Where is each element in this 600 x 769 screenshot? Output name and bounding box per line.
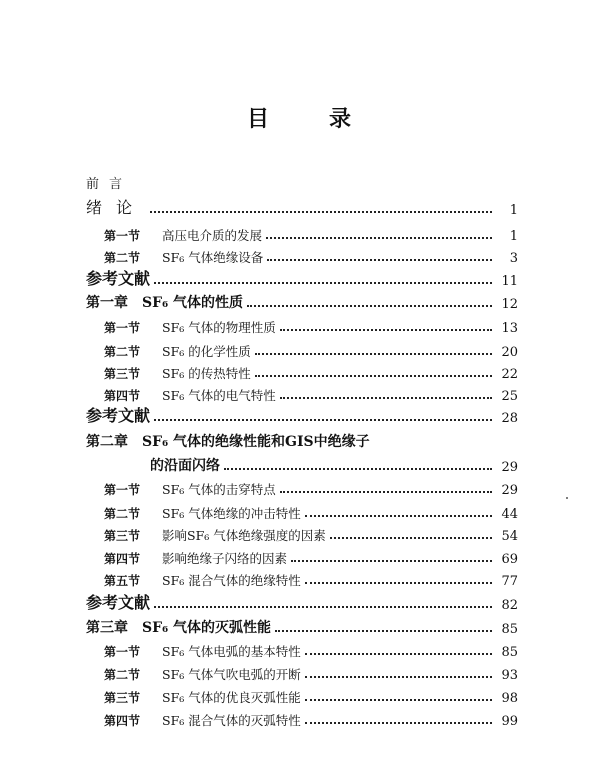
- section-title: SF₆ 的传热特性: [162, 366, 251, 381]
- section-title: SF₆ 气体的电气特性: [162, 388, 276, 403]
- toc-entry: [86, 522, 518, 544]
- dot-leader: [330, 537, 492, 539]
- toc-entry: [86, 684, 518, 706]
- toc-entry: [86, 567, 518, 589]
- section-title: SF₆ 气体电弧的基本特性: [162, 644, 301, 659]
- toc-section-label: [86, 711, 301, 729]
- section-number: 第三节: [104, 367, 141, 381]
- dot-leader: [280, 491, 492, 493]
- dot-leader: [255, 353, 492, 355]
- page-number: 54: [501, 529, 518, 544]
- section-number: 第三节: [104, 691, 141, 705]
- toc-section-label: [86, 248, 263, 266]
- toc-section-label: [86, 688, 301, 706]
- section-number: 第二节: [104, 345, 141, 359]
- dot-leader: [267, 259, 492, 261]
- dot-leader: [275, 630, 492, 632]
- margin-speck: [566, 497, 568, 499]
- dot-leader: [305, 653, 492, 655]
- toc-entry: [86, 615, 518, 637]
- toc-section-label: [86, 364, 251, 382]
- page-number: 22: [501, 367, 518, 382]
- page-number: 20: [501, 345, 518, 360]
- section-title: SF₆ 气体的优良灭弧性能: [162, 690, 301, 705]
- dot-leader: [305, 722, 492, 724]
- page-number: 12: [501, 297, 518, 312]
- toc-entry: [86, 591, 518, 613]
- toc-section-label: [86, 342, 251, 360]
- section-title: 影响绝缘子闪络的因素: [162, 551, 288, 566]
- toc-entry: [86, 707, 518, 729]
- page-number: 44: [501, 507, 518, 522]
- page-number: 25: [501, 389, 518, 404]
- section-title: 影响SF₆ 气体绝缘强度的因素: [162, 528, 326, 543]
- toc-section-label: [86, 549, 287, 567]
- toc-entry: [86, 222, 518, 244]
- dot-leader: [154, 282, 492, 284]
- section-number: 第三节: [104, 529, 141, 543]
- page-number: 29: [501, 483, 518, 498]
- toc-entry: [86, 244, 518, 266]
- toc-entry: [86, 338, 518, 360]
- toc-section-label: [86, 504, 301, 522]
- toc-entry: [86, 661, 518, 683]
- page-number: 29: [501, 460, 518, 475]
- toc-section-label: [86, 642, 301, 660]
- toc-entry: [86, 360, 518, 382]
- page-number: 98: [501, 691, 518, 706]
- dot-leader: [247, 305, 492, 307]
- section-title: SF₆ 气体的击穿特点: [162, 482, 276, 497]
- page-number: 3: [509, 251, 518, 266]
- dot-leader: [154, 606, 492, 608]
- toc-entry: [86, 314, 518, 336]
- page-title: [0, 102, 600, 133]
- section-number: 第一节: [104, 229, 141, 243]
- chapter-title: 第一章 SF₆ 气体的性质: [86, 295, 244, 311]
- toc-entry: [86, 290, 518, 312]
- references-label: 参考文献: [86, 593, 151, 612]
- section-number: 第一节: [104, 321, 141, 335]
- dot-leader: [305, 699, 492, 701]
- dot-leader: [266, 237, 492, 239]
- page-number: 11: [501, 274, 518, 289]
- page-number: 69: [501, 552, 518, 567]
- toc-section-label: [86, 526, 326, 544]
- dot-leader: [280, 397, 492, 399]
- section-number: 第四节: [104, 389, 141, 403]
- section-number: 第四节: [104, 552, 141, 566]
- section-number: 第一节: [104, 483, 141, 497]
- chapter-title: 第二章 SF₆ 气体的绝缘性能和GIS中绝缘子: [86, 434, 370, 450]
- chapter-title-continued: 的沿面闪络: [150, 458, 220, 474]
- page-number: 77: [501, 574, 518, 589]
- page-number: 1: [509, 229, 518, 244]
- section-number: 第一节: [104, 645, 141, 659]
- toc-section-label: [86, 226, 262, 244]
- toc-section-label: [86, 480, 276, 498]
- toc-entry: [86, 404, 518, 426]
- chapter-title: 第三章 SF₆ 气体的灭弧性能: [86, 620, 272, 636]
- page-number: 85: [501, 622, 518, 637]
- section-number: 第四节: [104, 714, 141, 728]
- page-number: 85: [501, 645, 518, 660]
- dot-leader: [150, 211, 492, 213]
- toc-entry: [86, 267, 518, 289]
- dot-leader: [224, 468, 492, 470]
- section-number: 第二节: [104, 251, 141, 265]
- section-title: SF₆ 气体气吹电弧的开断: [162, 667, 301, 682]
- dot-leader: [255, 375, 492, 377]
- toc-entry: [86, 429, 518, 451]
- dot-leader: [154, 419, 492, 421]
- introduction-label: 绪论: [86, 198, 147, 217]
- toc-section-label: [86, 386, 276, 404]
- references-label: 参考文献: [86, 269, 151, 288]
- section-title: SF₆ 气体绝缘的冲击特性: [162, 506, 301, 521]
- dot-leader: [280, 329, 492, 331]
- dot-leader: [305, 676, 492, 678]
- page-number: 1: [509, 203, 518, 218]
- toc-entry: [86, 196, 518, 218]
- section-number: 第二节: [104, 668, 141, 682]
- dot-leader: [305, 582, 492, 584]
- section-number: 第五节: [104, 574, 141, 588]
- section-title: SF₆ 混合气体的灭弧特性: [162, 713, 301, 728]
- page-number: 82: [501, 598, 518, 613]
- toc-entry: [86, 382, 518, 404]
- dot-leader: [291, 560, 492, 562]
- section-title: 高压电介质的发展: [162, 228, 263, 243]
- toc-section-label: [86, 318, 276, 336]
- toc-entry: [86, 500, 518, 522]
- page-number: 28: [501, 411, 518, 426]
- page-number: 93: [501, 668, 518, 683]
- preface-label: 前言: [86, 177, 133, 192]
- section-title: SF₆ 气体绝缘设备: [162, 250, 264, 265]
- toc-section-label: [86, 665, 301, 683]
- references-label: 参考文献: [86, 406, 151, 425]
- section-title: SF₆ 混合气体的绝缘特性: [162, 573, 301, 588]
- toc-entry: [86, 545, 518, 567]
- toc-entry: [86, 476, 518, 498]
- toc-entry: [86, 170, 518, 192]
- section-number: 第二节: [104, 507, 141, 521]
- toc-entry: [86, 453, 518, 475]
- section-title: SF₆ 气体的物理性质: [162, 320, 276, 335]
- title-char-2: 录: [329, 106, 354, 132]
- page-number: 13: [501, 321, 518, 336]
- toc-section-label: [86, 571, 301, 589]
- page-number: 99: [501, 714, 518, 729]
- toc-entry: [86, 638, 518, 660]
- title-char-1: 目: [246, 106, 271, 132]
- dot-leader: [305, 515, 492, 517]
- section-title: SF₆ 的化学性质: [162, 344, 251, 359]
